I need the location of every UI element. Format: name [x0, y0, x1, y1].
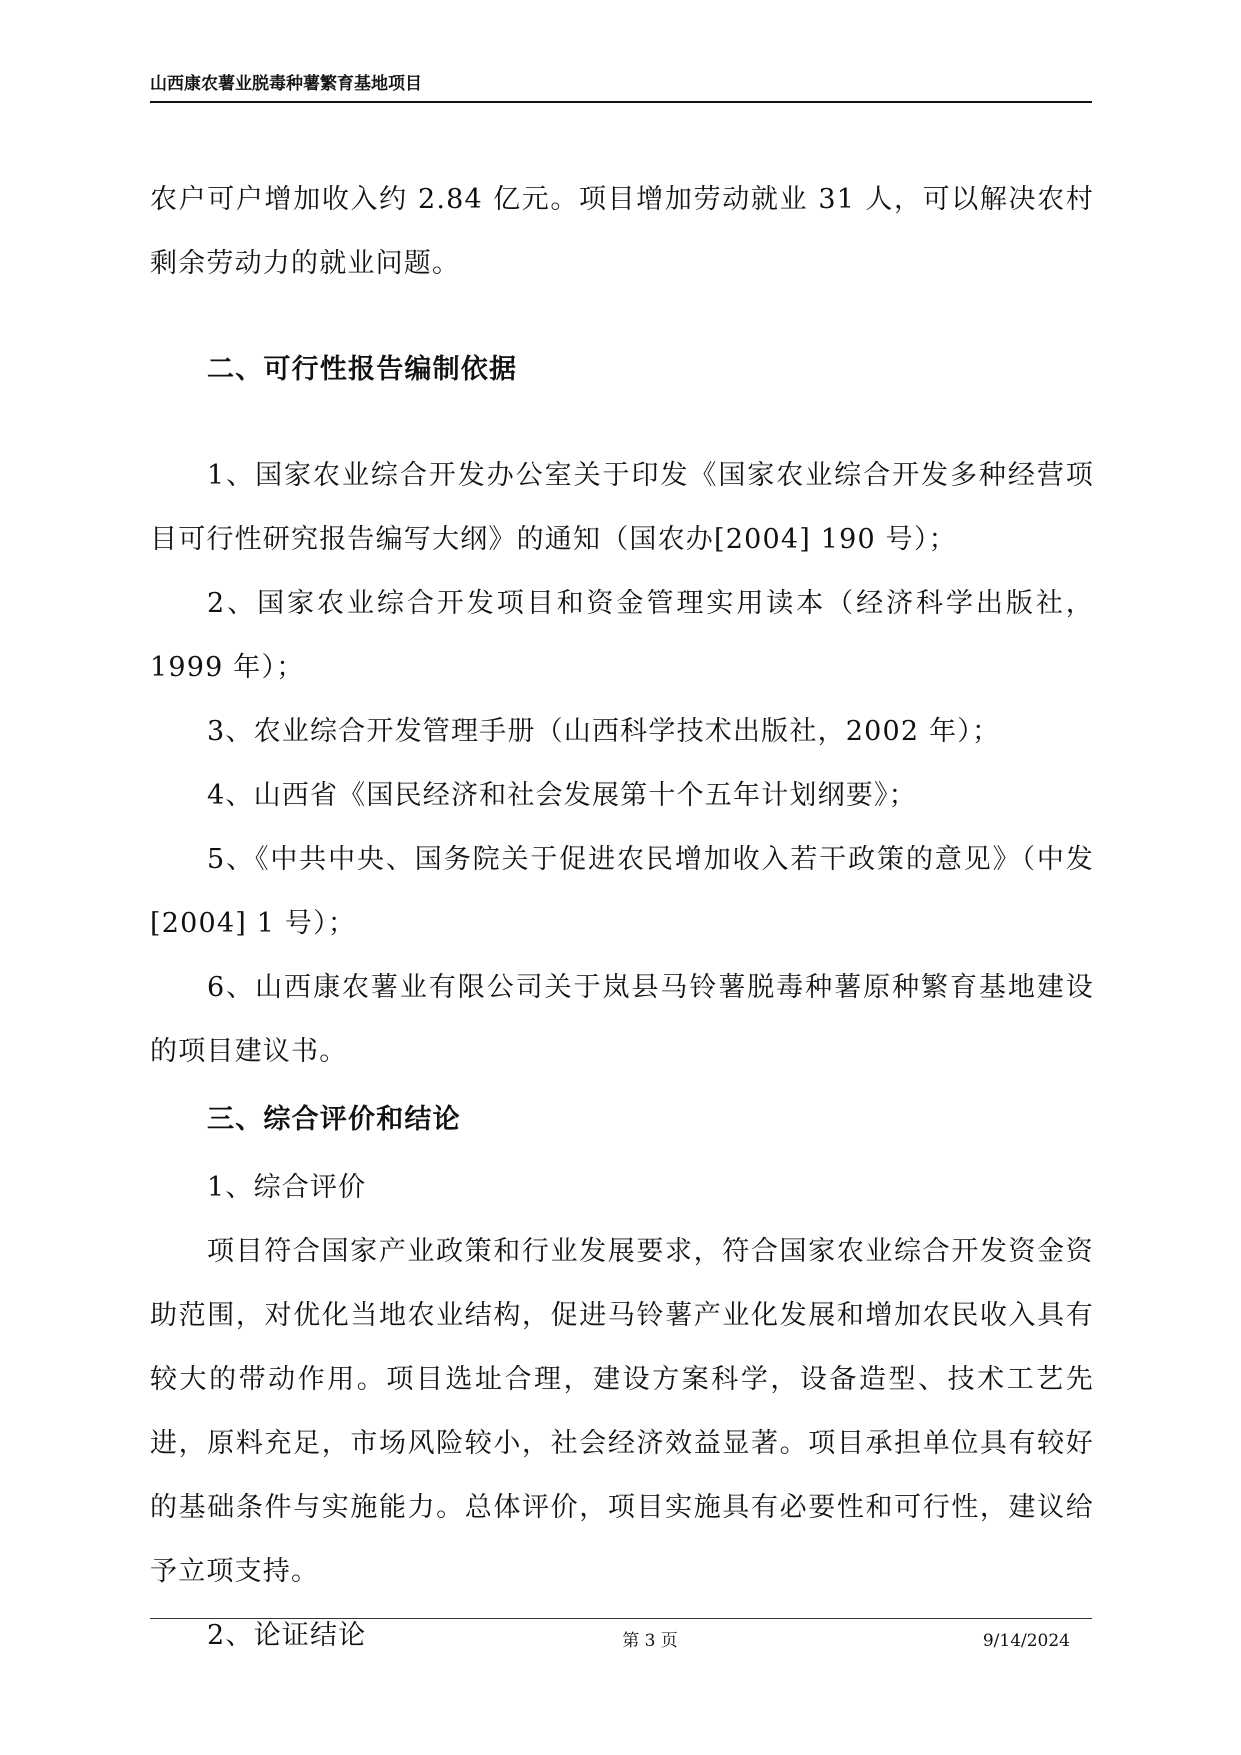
basis-item-2: 2、国家农业综合开发项目和资金管理实用读本（经济科学出版社，1999 年）；: [150, 588, 1094, 683]
document-body: [150, 168, 1094, 1668]
header-title: 山西康农薯业脱毒种薯繁育基地项目: [150, 74, 422, 94]
basis-item-1: 1、国家农业综合开发办公室关于印发《国家农业综合开发多种经营项目可行性研究报告编写大纲》的通知（国农办[2004] 190 号）；: [150, 460, 1094, 555]
footer-date: 9/14/2024: [982, 1631, 1070, 1651]
section-heading-basis: 二、可行性报告编制依据: [207, 354, 518, 385]
section-heading-evaluation: 三、综合评价和结论: [207, 1104, 461, 1135]
page-number: 第 3 页: [622, 1631, 678, 1651]
basis-item-5: 5、《中共中央、国务院关于促进农民增加收入若干政策的意见》（中发[2004] 1 号）；: [150, 844, 1094, 939]
footer-divider: [150, 1618, 1092, 1619]
intro-continuation-paragraph: 农户可户增加收入约 2.84 亿元。项目增加劳动就业 31 人，可以解决农村剩余劳动力的就业问题。: [150, 184, 1094, 279]
basis-item-4: 4、山西省《国民经济和社会发展第十个五年计划纲要》；: [207, 780, 917, 811]
header-divider: [150, 101, 1092, 103]
subsection-title-conclusion: 2、论证结论: [207, 1620, 367, 1651]
subsection-title-evaluation: 1、综合评价: [207, 1172, 367, 1203]
basis-item-3: 3、农业综合开发管理手册（山西科学技术出版社，2002 年）；: [207, 716, 1001, 747]
evaluation-paragraph: 项目符合国家产业政策和行业发展要求，符合国家农业综合开发资金资助范围，对优化当地农业结构，促进马铃薯产业化发展和增加农民收入具有较大的带动作用。项目选址合理，建设方案科学，设备造型、技术工艺先进，原料充足，市场风险较小，社会经济效益显著。项目承担单位具有较好的基础条件与实施能力。总体评价，项目实施具有必要性和可行性，建议给予立项支持。: [150, 1236, 1094, 1587]
basis-item-6: 6、山西康农薯业有限公司关于岚县马铃薯脱毒种薯原种繁育基地建设的项目建议书。: [150, 972, 1094, 1067]
